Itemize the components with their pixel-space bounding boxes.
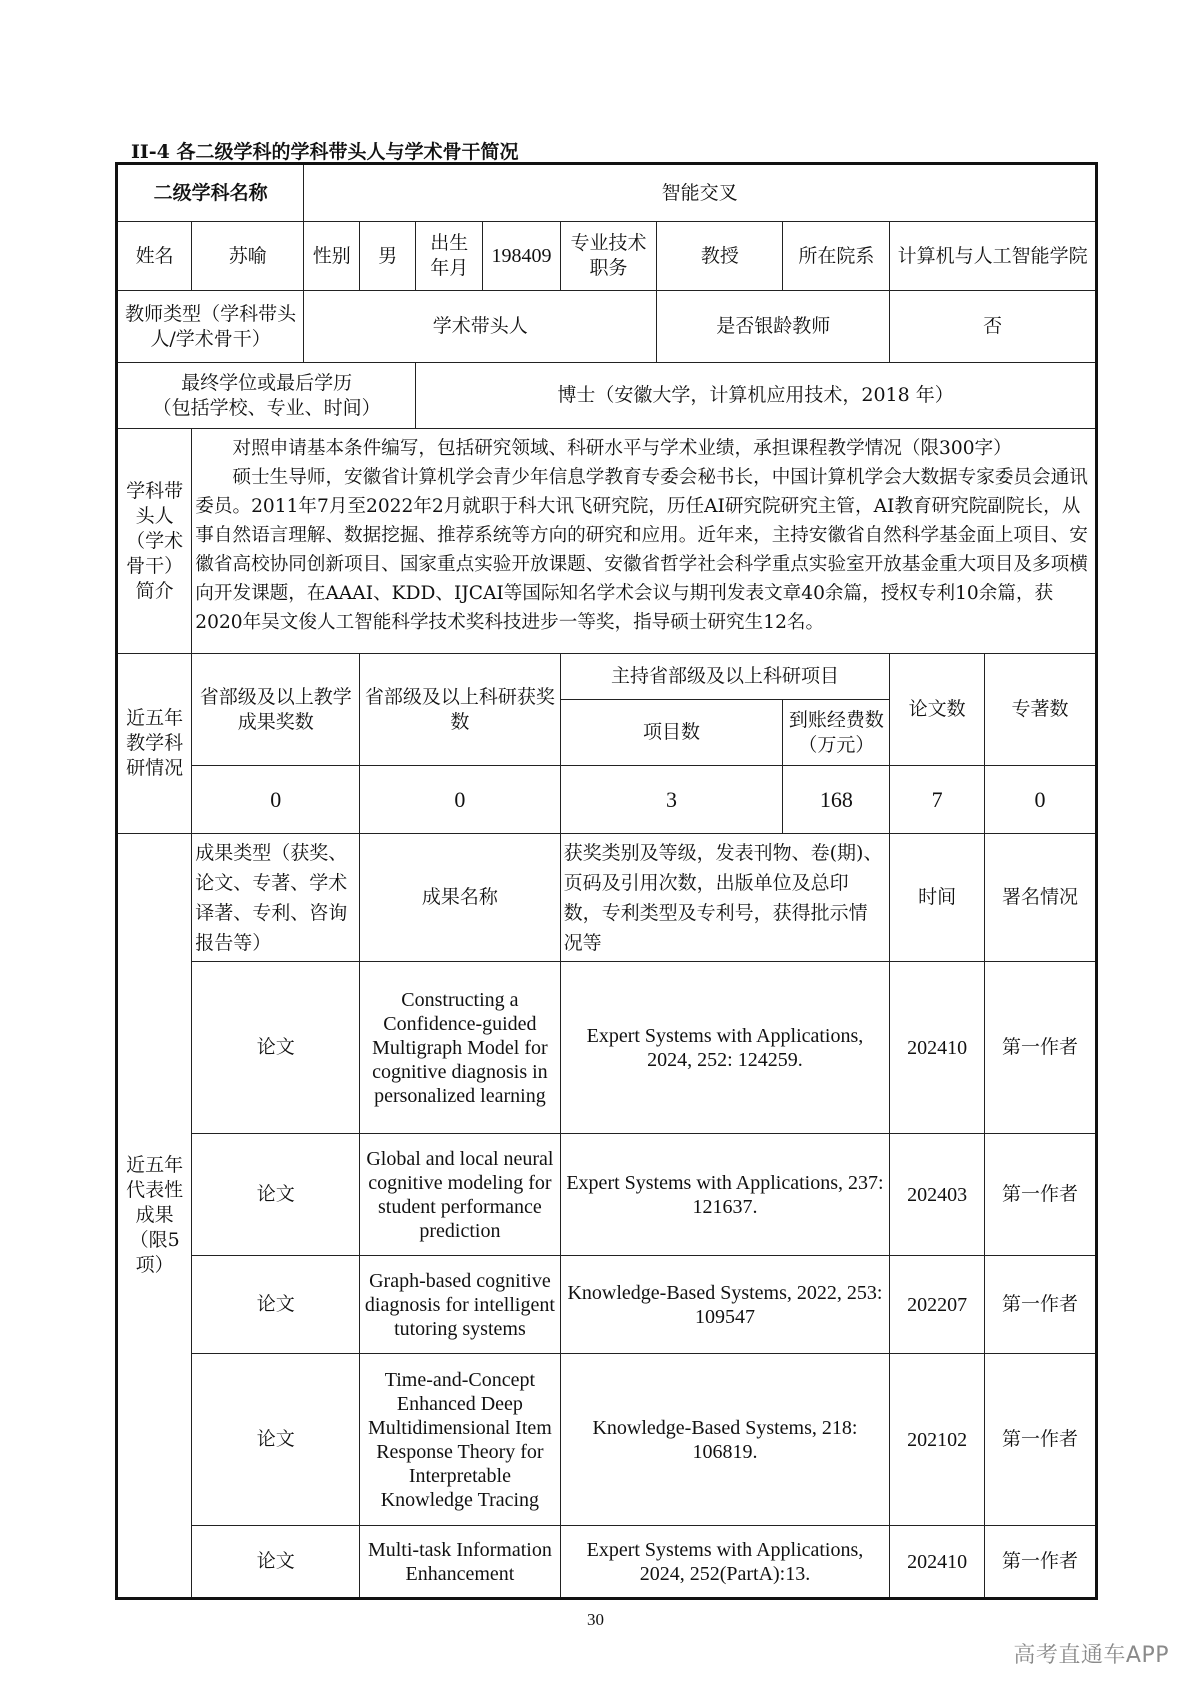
stats-header-research: 省部级及以上科研获奖数 [360, 654, 560, 766]
stats-papers-value: 7 [890, 766, 985, 834]
bio-text: 硕士生导师，安徽省计算机学会青少年信息学教育专委会秘书长，中国计算机学会大数据专家委员会通讯委员。2011年7月至2022年2月就职于科大讯飞研究院，历任AI研究院研究主管，AI教育研究院副院长，从事自然语言理解、数据挖掘、推荐系统等方向的研究和应用。近年来，主持安徽省自然科学基金面上项目、安徽省高校协同创新项目、国家重点实验开放课题、安徽省哲学社会科学重点实验室开放基金重大项目及多项横向开发课题，在AAAI、KDD、IJCAI等国际知名学术会议与期刊发表文章40余篇，授权专利10余篇，获2020年吴文俊人工智能科学技术奖科技进步一等奖，指导硕士研究生12名。 [195, 467, 1088, 633]
birth-value: 198409 [483, 222, 560, 291]
birth-label: 出生 年月 [416, 222, 483, 291]
degree-value: 博士（安徽大学，计算机应用技术，2018 年） [416, 363, 1097, 429]
stats-header-papers: 论文数 [890, 654, 985, 766]
ach-time: 202410 [890, 962, 985, 1134]
section-title: II-4 各二级学科的学科带头人与学术骨干简况 [131, 141, 519, 163]
ach-time: 202102 [890, 1354, 985, 1526]
stats-header-books: 专著数 [984, 654, 1096, 766]
ach-type: 论文 [192, 1354, 360, 1526]
stats-label: 近五年教学科研情况 [117, 654, 192, 834]
achievements-label: 近五年代表性成果（限5项） [117, 834, 192, 1599]
stats-header-count: 项目数 [560, 700, 783, 766]
ach-type: 论文 [192, 1134, 360, 1256]
ach-name: Multi-task Information Enhancement [360, 1526, 560, 1599]
ach-author: 第一作者 [984, 1526, 1096, 1599]
ach-time: 202403 [890, 1134, 985, 1256]
ach-header-type: 成果类型（获奖、论文、专著、学术译著、专利、咨询报告等） [192, 834, 360, 962]
ach-author: 第一作者 [984, 1134, 1096, 1256]
bio-label: 学科带头人（学术骨干）简介 [117, 429, 192, 654]
ach-type: 论文 [192, 1526, 360, 1599]
table-row [117, 1354, 1097, 1526]
stats-funding-value: 168 [783, 766, 890, 834]
bio-instruction: 对照申请基本条件编写，包括研究领域、科研水平与学术业绩，承担课程教学情况（限300字） [232, 438, 1012, 459]
stats-research-value: 0 [360, 766, 560, 834]
profile-form [115, 162, 1098, 1600]
ach-detail: Expert Systems with Applications, 237: 121637. [560, 1134, 890, 1256]
dept-label: 所在院系 [783, 222, 890, 291]
table-row [117, 1256, 1097, 1354]
profile-table [115, 162, 1098, 1600]
ach-type: 论文 [192, 1256, 360, 1354]
teacher-type-label: 教师类型（学科带头人/学术骨干） [117, 291, 304, 363]
ach-time: 202410 [890, 1526, 985, 1599]
ach-header-detail: 获奖类别及等级，发表刊物、卷(期)、页码及引用次数，出版单位及总印数，专利类型及专利号，获得批示情况等 [560, 834, 890, 962]
ach-name: Graph-based cognitive diagnosis for intelligent tutoring systems [360, 1256, 560, 1354]
stats-header-funding: 到账经费数（万元） [783, 700, 890, 766]
ach-name: Constructing a Confidence-guided Multigraph Model for cognitive diagnosis in personalized learning [360, 962, 560, 1134]
watermark: 高考直通车APP [1013, 1643, 1169, 1668]
dept-value: 计算机与人工智能学院 [890, 222, 1097, 291]
table-row [117, 962, 1097, 1134]
teacher-type-value: 学术带头人 [304, 291, 657, 363]
name-label: 姓名 [117, 222, 192, 291]
ach-detail: Expert Systems with Applications, 2024, 252(PartA):13. [560, 1526, 890, 1599]
subject-label: 二级学科名称 [117, 164, 304, 222]
ach-detail: Knowledge-Based Systems, 218: 106819. [560, 1354, 890, 1526]
ach-name: Time-and-Concept Enhanced Deep Multidimensional Item Response Theory for Interpretable Knowledge Tracing [360, 1354, 560, 1526]
ach-name: Global and local neural cognitive modeling for student performance prediction [360, 1134, 560, 1256]
stats-header-projects: 主持省部级及以上科研项目 [560, 654, 890, 700]
page-number: 30 [587, 1610, 604, 1629]
ach-author: 第一作者 [984, 1354, 1096, 1526]
ach-detail: Expert Systems with Applications, 2024, 252: 124259. [560, 962, 890, 1134]
ach-header-author: 署名情况 [984, 834, 1096, 962]
table-row [117, 1134, 1097, 1256]
ach-header-time: 时间 [890, 834, 985, 962]
ach-type: 论文 [192, 962, 360, 1134]
degree-label: 最终学位或最后学历 （包括学校、专业、时间） [117, 363, 416, 429]
stats-teaching-value: 0 [192, 766, 360, 834]
bio-content [192, 429, 1097, 654]
name-value: 苏喻 [192, 222, 304, 291]
table-row [117, 1526, 1097, 1599]
ach-author: 第一作者 [984, 962, 1096, 1134]
ach-header-name: 成果名称 [360, 834, 560, 962]
stats-count-value: 3 [560, 766, 783, 834]
gender-label: 性别 [304, 222, 360, 291]
title-value: 教授 [657, 222, 783, 291]
ach-author: 第一作者 [984, 1256, 1096, 1354]
stats-header-teaching: 省部级及以上教学成果奖数 [192, 654, 360, 766]
ach-time: 202207 [890, 1256, 985, 1354]
stats-books-value: 0 [984, 766, 1096, 834]
ach-detail: Knowledge-Based Systems, 2022, 253: 109547 [560, 1256, 890, 1354]
silver-label: 是否银龄教师 [657, 291, 890, 363]
gender-value: 男 [360, 222, 416, 291]
title-label: 专业技术 职务 [560, 222, 657, 291]
silver-value: 否 [890, 291, 1097, 363]
subject-value: 智能交叉 [304, 164, 1097, 222]
